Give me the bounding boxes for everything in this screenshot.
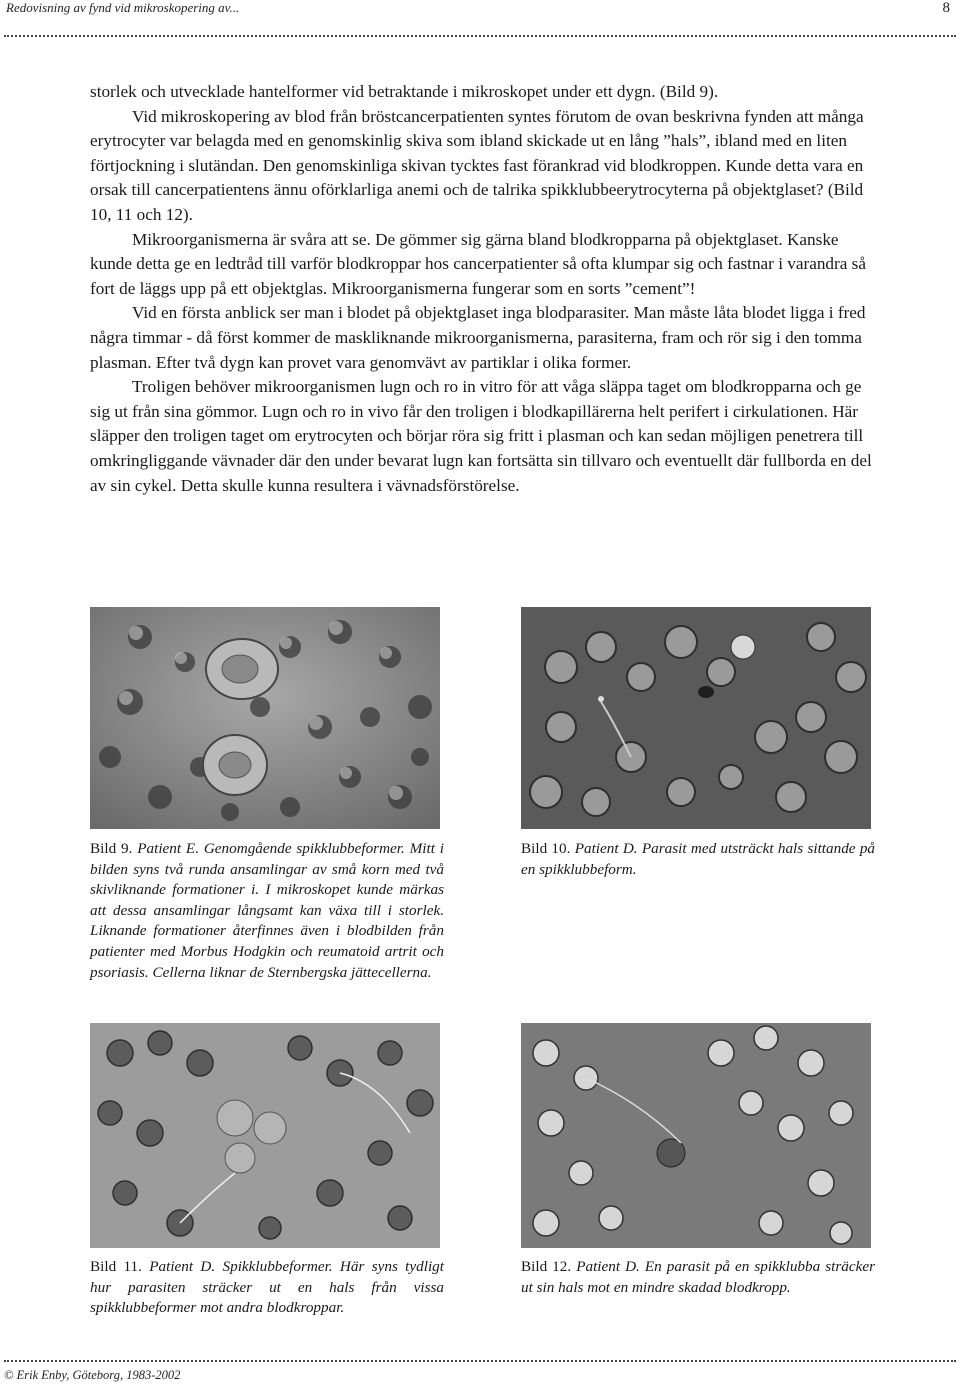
- caption-label: Bild 9.: [90, 840, 133, 857]
- footer-divider: [4, 1360, 956, 1362]
- header-divider: [4, 35, 956, 37]
- caption-label: Bild 12.: [521, 1258, 572, 1275]
- body-text: [90, 80, 880, 498]
- paragraph-5: Troligen behöver mikroorganismen lugn och ro in vitro för att våga släppa taget om blodkropparna och ge sig ut från sina gömmor. Lugn och ro in vivo får den troligen i blodkapillärerna helt perifert i cirkulationen. Här släpper den troligen taget om erytrocyten och börjar röra sig fritt i plasman och kan sedan möjligen penetrera till omkringliggande vävnader där den under bevarat lugn kan fortsätta sin tillvaro och eventuellt där fullborda en del av sin cykel. Detta skulle kunna resultera i vävnadsförstörelse.: [90, 377, 872, 495]
- footer-copyright: © Erik Enby, Göteborg, 1983-2002: [4, 1368, 181, 1382]
- caption-text: Patient D. En parasit på en spikklubba sträcker ut sin hals mot en mindre skadad blodkropp.: [521, 1258, 875, 1296]
- caption-bild-11: [90, 1257, 444, 1319]
- micrograph-bild-9: [90, 607, 440, 829]
- caption-bild-10: [521, 839, 875, 880]
- micrograph-bild-10: [521, 607, 871, 829]
- paragraph-4: Vid en första anblick ser man i blodet på objektglaset inga blodparasiter. Man måste låta blodet ligga i fred några timmar - då först kommer de maskliknande mikroorganismerna, parasiterna, fram och rör sig i den tomma plasman. Efter två dygn kan provet vara genomvävt av partiklar i olika former.: [90, 303, 866, 372]
- paragraph-3: Mikroorganismerna är svåra att se. De gömmer sig gärna bland blodkropparna på objektglaset. Kanske kunde detta ge en ledtråd till varför blodkroppar hos cancerpatienter så ofta klumpar sig och fastnar i varandra så fort de läggs upp på ett objektglas. Mikroorganismerna fungerar som en sorts ”cement”!: [90, 229, 866, 298]
- caption-text: Patient D. Spikklubbeformer. Här syns tydligt hur parasiten sträcker ut en hals från vissa spikklubbeformer mot andra blodkroppar.: [90, 1258, 444, 1317]
- caption-bild-12: [521, 1257, 875, 1298]
- micrograph-bild-11: [90, 1023, 440, 1248]
- caption-label: Bild 11.: [90, 1258, 142, 1275]
- running-header-title: Redovisning av fynd vid mikroskopering av...: [6, 0, 240, 15]
- caption-text: Patient D. Parasit med utsträckt hals sittande på en spikklubbeform.: [521, 840, 876, 878]
- caption-label: Bild 10.: [521, 840, 571, 857]
- caption-bild-9: [90, 839, 444, 983]
- paragraph-2: Vid mikroskopering av blod från bröstcancerpatienten syntes förutom de ovan beskrivna fynden att många erytrocyter var belagda med en genomskinlig skiva som ibland skickade ut en lång ”hals”, ibland med en liten förtjockning i slutändan. Den genomskinliga skivan tycktes fast förankrad vid blodkroppen. Kunde detta vara en orsak till cancerpatientens ännu oförklarliga anemi och de talrika spikklubbeerytrocyterna på objektglaset? (Bild 10, 11 och 12).: [90, 106, 864, 224]
- paragraph-continuation: storlek och utvecklade hantelformer vid betraktande i mikroskopet under ett dygn. (Bild 9).: [90, 82, 719, 101]
- micrograph-bild-12: [521, 1023, 871, 1248]
- caption-text: Patient E. Genomgående spikklubbeformer. Mitt i bilden syns två runda ansamlingar av små korn med två skivliknande formationer i. I mikroskopet kunde märkas att dessa ansamlingar långsamt kan växa till i storlek. Liknande formationer återfinnes även i blodbilden från patienter med Morbus Hodgkin och reumatoid artrit och psoriasis. Cellerna liknar de Sternbergska jättecellerna.: [90, 840, 444, 981]
- page-number: 8: [942, 0, 950, 16]
